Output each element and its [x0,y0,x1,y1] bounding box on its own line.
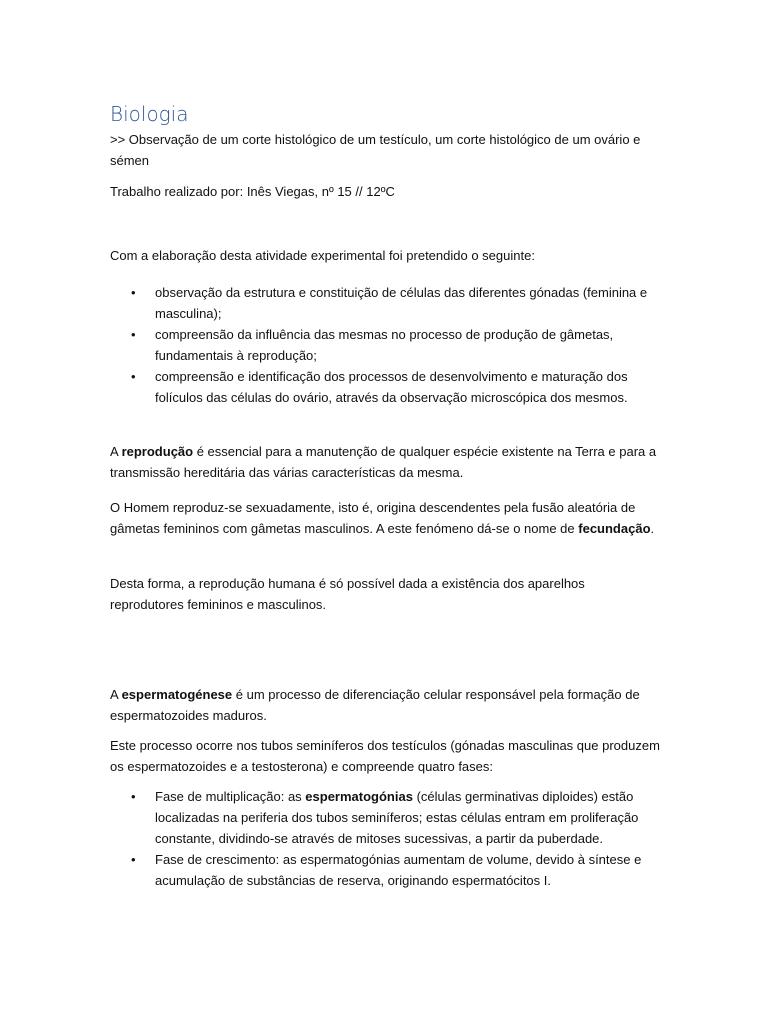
text-run: O Homem reproduz-se sexuadamente, isto é, origina descendentes pela fusão aleatória de gâmetas femininos com gâmetas masculinos. A este fenómeno dá-se o nome de [110,500,636,536]
bold-term: reprodução [121,444,194,459]
paragraph-reproducao [110,441,660,483]
bullet-icon: • [131,789,136,804]
author-line: Trabalho realizado por: Inês Viegas, nº 15 // 12ºC [110,184,395,199]
text-run: é essencial para a manutenção de qualquer espécie existente na Terra e para a transmissão hereditária das várias características da mesma. [110,444,657,480]
list-item [110,849,655,891]
list-item [110,282,655,324]
paragraph-espermatogenese [110,684,660,726]
text-run: Fase de multiplicação: as [155,789,306,804]
text-run: A [110,444,122,459]
paragraph-forma: Desta forma, a reprodução humana é só possível dada a existência dos aparelhos reprodutores femininos e masculinos. [110,576,585,612]
list-item [110,366,655,408]
list-item-text: compreensão da influência das mesmas no processo de produção de gâmetas, fundamentais à reprodução; [155,327,614,363]
bullet-icon: • [131,327,136,342]
list-item-text: observação da estrutura e constituição de células das diferentes gónadas (feminina e masculina); [155,285,648,321]
text-run: (células germinativas diploides) estão localizadas na periferia dos tubos seminíferos; estas células entram em proliferação constante, dividindo-se através de mitoses sucessivas, a partir da puberdade. [155,789,639,846]
objectives-list [110,282,655,408]
list-item-text: compreensão e identificação dos processos de desenvolvimento e maturação dos folículos das células do ovário, através da observação microscópica dos mesmos. [155,369,628,405]
bullet-icon: • [131,369,136,384]
bullet-icon: • [131,852,136,867]
list-item [110,324,655,366]
document-subtitle: >> Observação de um corte histológico de um testículo, um corte histológico de um ovário e sémen [110,132,641,168]
paragraph-processo: Este processo ocorre nos tubos seminíferos dos testículos (gónadas masculinas que produzem os espermatozoides e a testosterona) e compreende quatro fases: [110,738,660,774]
phases-list [110,786,655,891]
list-item-text [155,789,638,846]
bullet-icon: • [131,285,136,300]
paragraph-homem [110,497,660,539]
text-run: A [110,687,122,702]
text-run: é um processo de diferenciação celular responsável pela formação de espermatozoides maduros. [110,687,640,723]
text-run: . [650,521,655,536]
document-title: Biologia [110,102,189,126]
bold-term: fecundação [578,521,651,536]
bold-term: espermatogónias [305,789,413,804]
list-item [110,786,655,849]
intro-paragraph: Com a elaboração desta atividade experimental foi pretendido o seguinte: [110,248,535,263]
bold-term: espermatogénese [121,687,233,702]
list-item-text [155,852,641,888]
text-run: Fase de crescimento: as espermatogónias aumentam de volume, devido à síntese e acumulação de substâncias de reserva, originando espermatócitos I. [155,852,642,888]
